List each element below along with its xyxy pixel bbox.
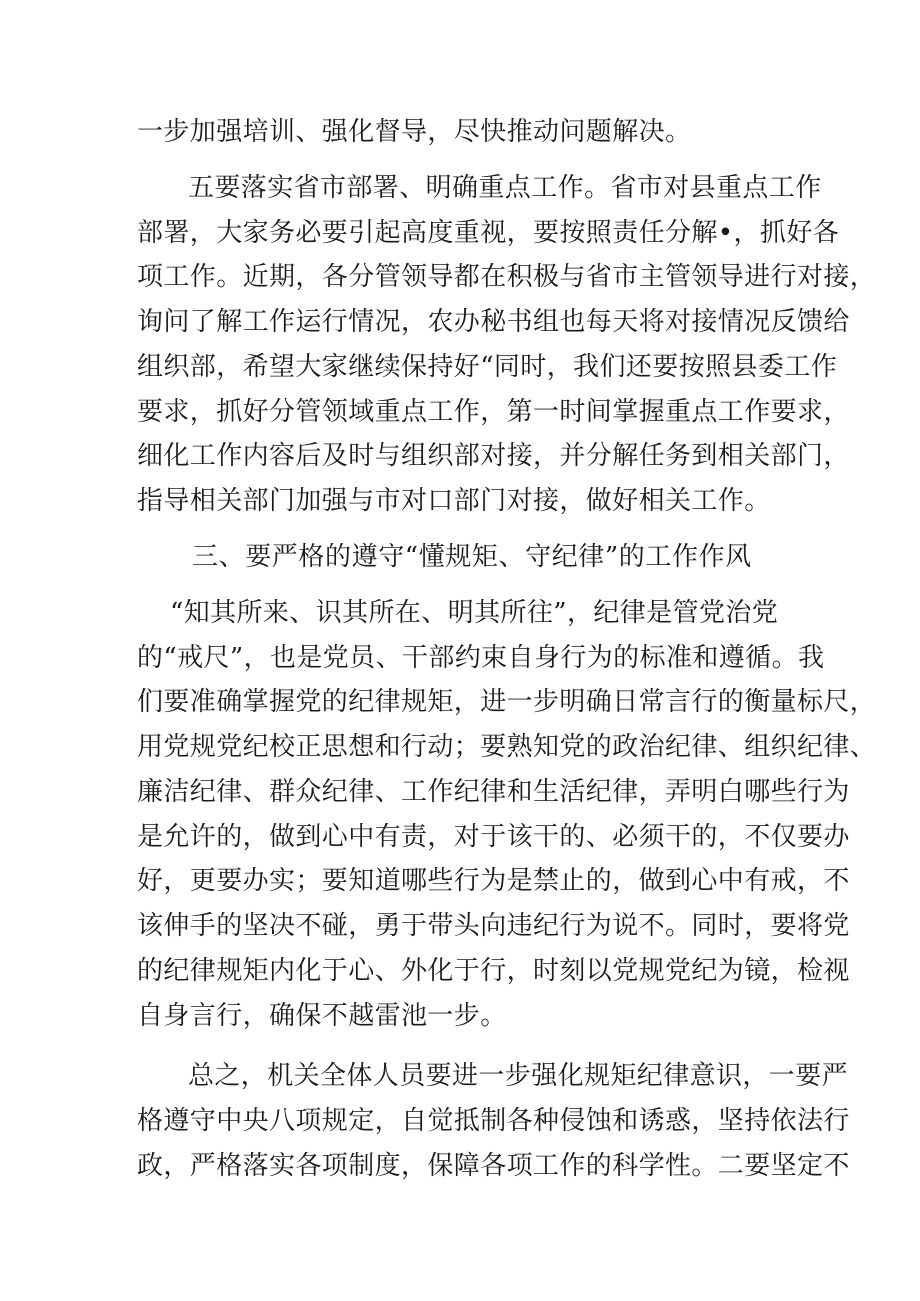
text-line: 该伸手的坚决不碰，勇于带头向违纪行为说不。同时，要将党	[137, 911, 850, 941]
text-line: 自身言行，确保不越雷池一步。	[137, 1001, 507, 1031]
text-line: 们要准确掌握党的纪律规矩，进一步明确日常言行的衡量标尺，	[137, 687, 877, 717]
text-line: 询问了解工作运行情况，农办秘书组也每天将对接情况反馈给	[137, 307, 850, 337]
text-line: 好，更要办实；要知道哪些行为是禁止的，做到心中有戒，不	[137, 866, 850, 896]
text-line: 指导相关部门加强与市对口部门对接，做好相关工作。	[137, 486, 771, 516]
text-line: 政，严格落实各项制度，保障各项工作的科学性。二要坚定不	[137, 1151, 850, 1181]
text-line: 廉洁纪律、群众纪律、工作纪律和生活纪律，弄明白哪些行为	[137, 777, 850, 807]
text-line: 五要落实省市部署、明确重点工作。省市对县重点工作	[188, 173, 822, 203]
text-line: 要求，抓好分管领域重点工作，第一时间掌握重点工作要求，	[137, 397, 850, 427]
text-line: 细化工作内容后及时与组织部对接，并分解任务到相关部门，	[137, 441, 850, 471]
text-line: 的“戒尺”，也是党员、干部约束自身行为的标准和遵循。我	[137, 643, 825, 673]
text-line: 项工作。近期，各分管领导都在积极与省市主管领导进行对接，	[137, 262, 877, 292]
text-line: 一步加强培训、强化督导，尽快推动问题解决。	[137, 117, 692, 147]
section-heading-text: 三、要严格的遵守“懂规矩、守纪律”的工作作风	[192, 542, 752, 572]
text-line: 是允许的，做到心中有责，对于该干的、必须干的，不仅要办	[137, 822, 850, 852]
text-line: 组织部，希望大家继续保持好“同时，我们还要按照县委工作	[137, 352, 838, 382]
text-line: 用党规党纪校正思想和行动；要熟知党的政治纪律、组织纪律、	[137, 732, 877, 762]
text-line: 的纪律规矩内化于心、外化于行，时刻以党规党纪为镜，检视	[137, 956, 850, 986]
text-line: “知其所来、识其所在、明其所往”，纪律是管党治党	[170, 598, 779, 628]
text-line: 总之，机关全体人员要进一步强化规矩纪律意识，一要严	[188, 1061, 849, 1091]
text-line: 部署，大家务必要引起高度重视，要按照责任分解•，抓好各	[137, 218, 840, 248]
text-line: 格遵守中央八项规定，自觉抵制各种侵蚀和诱惑，坚持依法行	[137, 1106, 850, 1136]
